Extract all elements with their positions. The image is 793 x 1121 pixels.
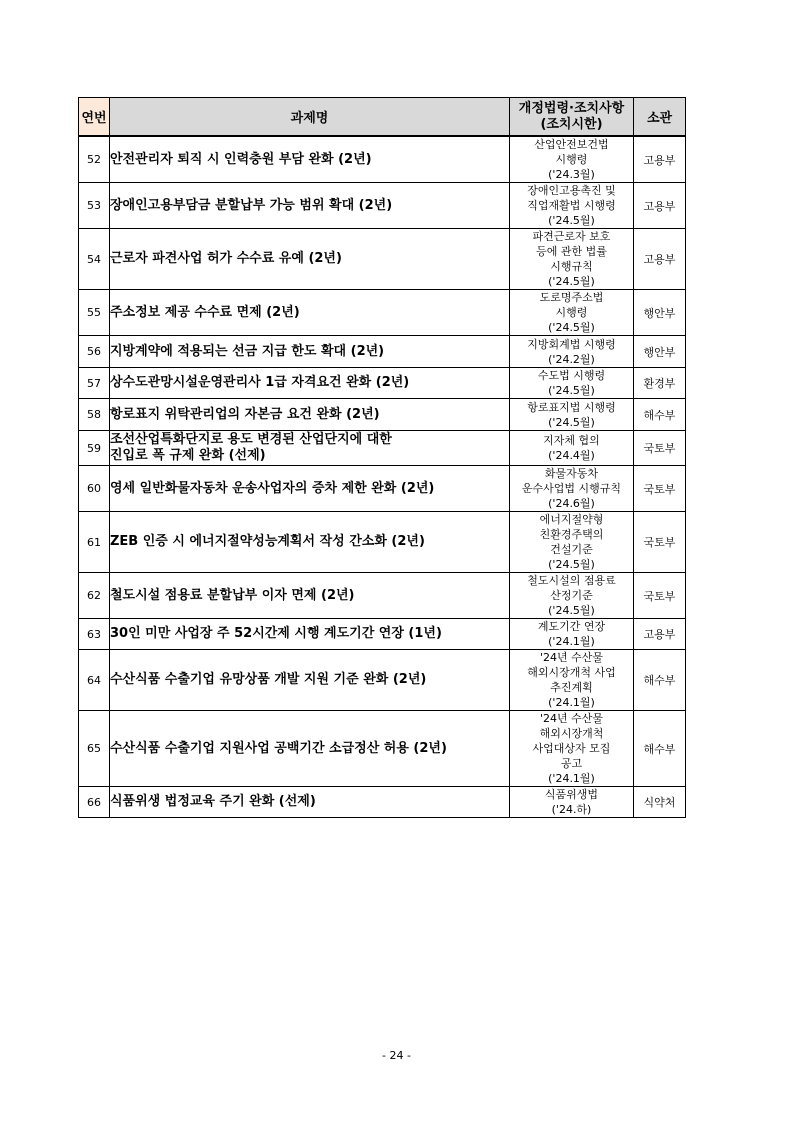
law-measure-line: 등에 관한 법률	[536, 245, 607, 258]
law-measure-line: 산정기준	[550, 589, 593, 602]
row-number: 53	[79, 183, 110, 229]
table-row	[79, 229, 686, 290]
law-measure-line: 운수사업법 시행규칙	[521, 482, 622, 495]
header-law-line: (조치시한)	[540, 116, 603, 132]
law-measure-line: 지자체 협의	[543, 434, 600, 447]
law-measure	[510, 650, 634, 711]
page-number: - 24 -	[382, 1049, 411, 1062]
law-measure	[510, 136, 634, 183]
law-measure-line: 시행령	[555, 153, 588, 166]
table-row	[79, 183, 686, 229]
law-measure	[510, 229, 634, 290]
law-measure-line: '24년 수산물	[539, 712, 604, 725]
task-title	[110, 399, 510, 431]
task-title-line: 조선산업특화단지로 용도 변경된 산업단지에 대한	[110, 432, 392, 447]
law-measure-line: ('24.5월)	[548, 415, 595, 429]
law-measure-line: 수도법 시행령	[537, 369, 606, 382]
task-title-line: ZEB 인증 시 에너지절약성능계획서 작성 간소화 (2년)	[110, 534, 425, 549]
department: 국토부	[634, 512, 686, 573]
department: 국토부	[634, 573, 686, 619]
task-title	[110, 711, 510, 787]
department: 행안부	[634, 290, 686, 336]
task-title	[110, 290, 510, 336]
row-number: 58	[79, 399, 110, 431]
law-measure-line: 식품위생법	[544, 788, 599, 801]
law-measure-line: ('24.1월)	[548, 635, 595, 648]
row-number: 65	[79, 711, 110, 787]
law-measure-line: 산업안전보건법	[534, 138, 609, 151]
law-measure	[510, 512, 634, 573]
task-title	[110, 229, 510, 290]
task-title-line: 장애인고용부담금 분할납부 가능 범위 확대 (2년)	[110, 197, 393, 213]
table-row	[79, 399, 686, 431]
law-measure-line: ('24.5월)	[548, 604, 595, 617]
law-measure-line: 장애인고용촉진 및	[527, 184, 616, 197]
law-measure-line: 지방회계법 시행령	[527, 337, 616, 351]
department: 고용부	[634, 183, 686, 229]
department: 국토부	[634, 431, 686, 466]
task-title-line: 식품위생 법정교육 주기 완화 (선제)	[110, 794, 316, 809]
row-number: 56	[79, 336, 110, 368]
task-title	[110, 136, 510, 183]
task-title-line: 지방계약에 적용되는 선금 지급 한도 확대 (2년)	[110, 343, 385, 359]
department: 식약처	[634, 787, 686, 818]
law-measure-line: '24년 수산물	[539, 651, 604, 664]
task-title-line: 상수도관망시설운영관리사 1급 자격요건 완화 (2년)	[110, 375, 410, 390]
task-title-line: 진입로 폭 규제 완화 (선제)	[110, 448, 266, 463]
law-measure-line: 사업대상자 모집	[532, 742, 611, 755]
department: 고용부	[634, 229, 686, 290]
law-measure	[510, 619, 634, 650]
row-number: 52	[79, 136, 110, 183]
law-measure-line: 추진계획	[550, 681, 593, 694]
law-measure-line: 공고	[560, 757, 583, 770]
law-measure	[510, 399, 634, 431]
task-title-line: 30인 미만 사업장 주 52시간제 시행 계도기간 연장 (1년)	[110, 626, 442, 641]
table-row	[79, 711, 686, 787]
task-title	[110, 336, 510, 368]
law-measure-line: 시행규칙	[550, 260, 593, 273]
table-row	[79, 650, 686, 711]
law-measure-line: ('24.5월)	[548, 321, 595, 334]
table-row	[79, 787, 686, 818]
law-measure-line: ('24.5월)	[548, 384, 595, 397]
department: 고용부	[634, 136, 686, 183]
department: 해수부	[634, 399, 686, 431]
department: 환경부	[634, 368, 686, 399]
law-measure-line: ('24.1월)	[548, 696, 595, 709]
law-measure-line: ('24.3월)	[548, 168, 595, 181]
department: 행안부	[634, 336, 686, 368]
row-number: 59	[79, 431, 110, 466]
law-measure-line: ('24.하)	[551, 803, 592, 816]
table-row	[79, 336, 686, 368]
law-measure-line: 철도시설의 점용료	[527, 574, 616, 587]
law-measure-line: 계도기간 연장	[537, 620, 606, 633]
task-title-line: 철도시설 점용료 분할납부 이자 면제 (2년)	[110, 587, 355, 603]
law-measure-line: ('24.5월)	[548, 558, 595, 571]
row-number: 54	[79, 229, 110, 290]
task-title	[110, 573, 510, 619]
law-measure	[510, 290, 634, 336]
task-title-line: 안전관리자 퇴직 시 인력충원 부담 완화 (2년)	[110, 151, 372, 167]
table-row	[79, 512, 686, 573]
law-measure-line: ('24.6월)	[548, 497, 595, 510]
law-measure-line: 도로명주소법	[539, 291, 604, 304]
row-number: 61	[79, 512, 110, 573]
row-number: 60	[79, 466, 110, 512]
header-dept: 소관	[634, 98, 686, 137]
department: 해수부	[634, 711, 686, 787]
law-measure	[510, 336, 634, 368]
law-measure-line: 에너지절약형	[539, 513, 604, 526]
law-measure-line: ('24.4월)	[548, 449, 595, 462]
law-measure-line: ('24.1월)	[548, 772, 595, 785]
regulation-table	[78, 97, 686, 818]
table-row	[79, 368, 686, 399]
task-title	[110, 431, 510, 466]
law-measure	[510, 573, 634, 619]
task-title-line: 수산식품 수출기업 지원사업 공백기간 소급정산 허용 (2년)	[110, 740, 447, 756]
department: 국토부	[634, 466, 686, 512]
law-measure	[510, 183, 634, 229]
task-title-line: 근로자 파견사업 허가 수수료 유예 (2년)	[110, 251, 342, 266]
task-title	[110, 466, 510, 512]
table-row	[79, 290, 686, 336]
table-row	[79, 619, 686, 650]
task-title-line: 항로표지 위탁관리업의 자본금 요건 완화 (2년)	[110, 406, 380, 422]
law-measure	[510, 787, 634, 818]
law-measure-line: 항로표지법 시행령	[527, 400, 616, 414]
task-title	[110, 512, 510, 573]
header-no: 연번	[79, 98, 110, 137]
row-number: 62	[79, 573, 110, 619]
task-title	[110, 368, 510, 399]
task-title	[110, 650, 510, 711]
row-number: 57	[79, 368, 110, 399]
law-measure	[510, 466, 634, 512]
law-measure-line: ('24.5월)	[548, 214, 595, 227]
law-measure	[510, 368, 634, 399]
law-measure-line: 직업재활법 시행령	[527, 199, 616, 212]
department: 해수부	[634, 650, 686, 711]
task-title-line: 수산식품 수출기업 유망상품 개발 지원 기준 완화 (2년)	[110, 672, 427, 687]
header-law-line: 개정법령·조치사항	[518, 100, 625, 116]
law-measure-line: 건설기준	[550, 543, 593, 556]
law-measure-line: ('24.2월)	[548, 352, 595, 366]
task-title-line: 주소정보 제공 수수료 면제 (2년)	[110, 304, 300, 320]
task-title	[110, 183, 510, 229]
law-measure	[510, 711, 634, 787]
law-measure-line: 시행령	[555, 306, 588, 319]
law-measure-line: ('24.5월)	[548, 275, 595, 288]
law-measure-line: 친환경주택의	[539, 528, 604, 541]
table-row	[79, 431, 686, 466]
table-row	[79, 573, 686, 619]
table-row	[79, 136, 686, 183]
row-number: 63	[79, 619, 110, 650]
row-number: 64	[79, 650, 110, 711]
task-title-line: 영세 일반화물자동차 운송사업자의 증차 제한 완화 (2년)	[110, 480, 435, 496]
task-title	[110, 619, 510, 650]
task-title	[110, 787, 510, 818]
law-measure-line: 해외시장개척 사업	[527, 666, 616, 679]
header-task: 과제명	[110, 98, 510, 137]
header-law	[510, 98, 634, 137]
law-measure	[510, 431, 634, 466]
law-measure-line: 화물자동차	[544, 467, 599, 480]
department: 고용부	[634, 619, 686, 650]
law-measure-line: 해외시장개척	[539, 727, 604, 740]
row-number: 66	[79, 787, 110, 818]
row-number: 55	[79, 290, 110, 336]
table-row	[79, 466, 686, 512]
law-measure-line: 파견근로자 보호	[532, 230, 611, 243]
table-header-row	[79, 98, 686, 137]
